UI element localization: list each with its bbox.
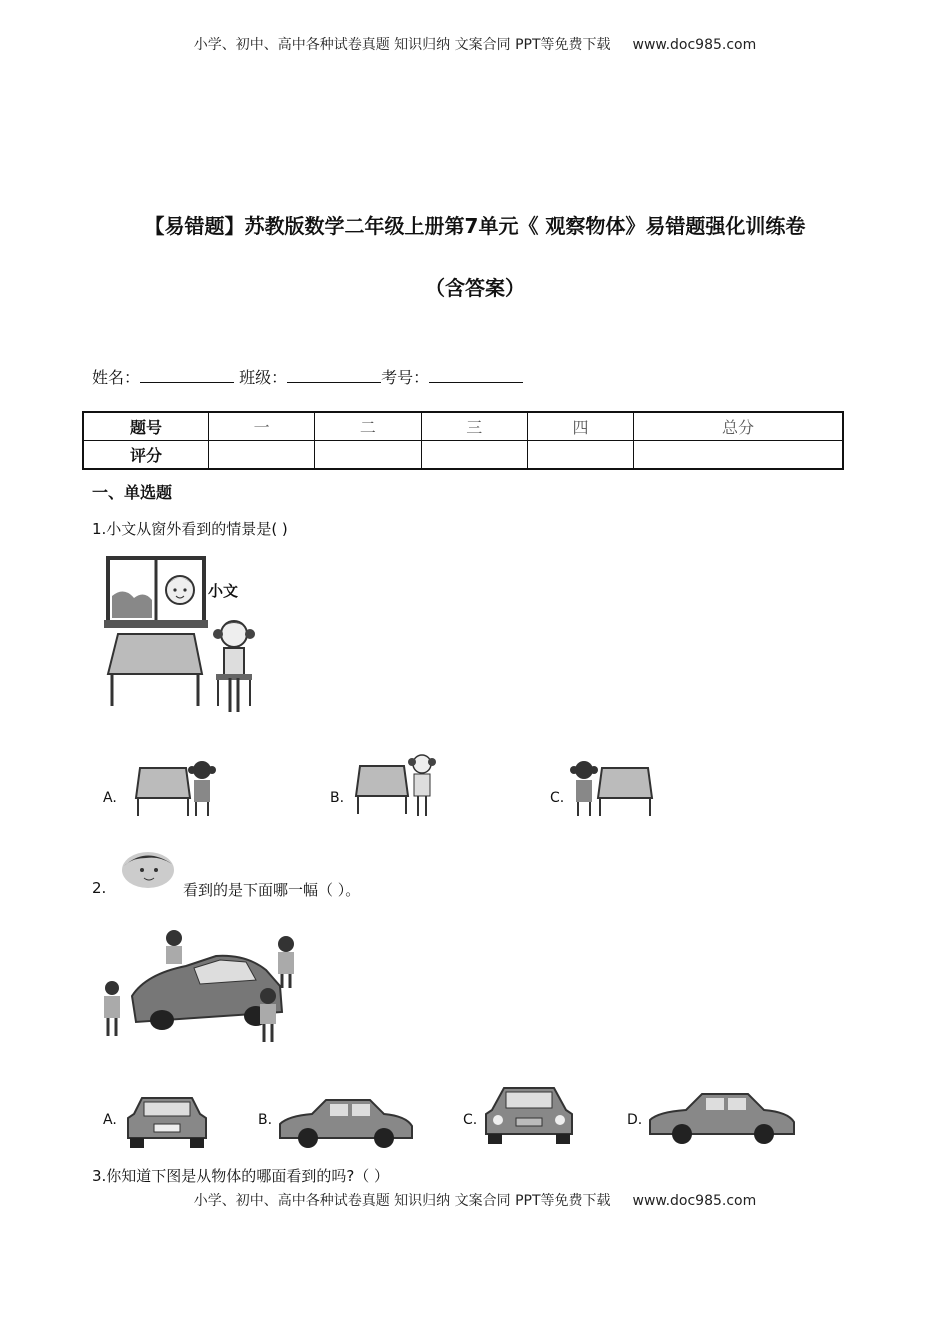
girl-figure [213, 621, 255, 712]
row-label-score: 评分 [83, 441, 209, 470]
question-1-text: 1.小文从窗外看到的情景是( ) [92, 520, 288, 538]
page-header [0, 34, 950, 54]
score-cell[interactable] [421, 441, 527, 470]
page-subtitle: （含答案） [425, 276, 525, 300]
row-label-number: 题号 [83, 412, 209, 441]
class-blank[interactable] [287, 368, 381, 383]
child-right-bottom [260, 988, 276, 1042]
child-top [166, 930, 182, 964]
page-footer [0, 1190, 950, 1210]
col-4: 四 [527, 412, 633, 441]
score-cell[interactable] [209, 441, 315, 470]
q2-option-d-label[interactable]: D. [627, 1112, 643, 1128]
page-title: 【易错题】苏教版数学二年级上册第7单元《 观察物体》易错题强化训练卷 [144, 214, 806, 238]
q2-option-b-label[interactable]: B. [258, 1112, 273, 1128]
q2-boy-head-figure [116, 846, 180, 892]
col-total: 总分 [634, 412, 843, 441]
q1-option-c-label[interactable]: C. [550, 790, 565, 806]
question-2-text: 看到的是下面哪一幅（ ）。 [183, 881, 361, 899]
col-3: 三 [421, 412, 527, 441]
child-left [104, 981, 120, 1036]
xiaowen-label: 小文 [208, 582, 239, 600]
class-label: 班级： [239, 368, 288, 387]
q2-option-c-label[interactable]: C. [463, 1112, 478, 1128]
q2-option-d-car-side[interactable] [648, 1088, 796, 1148]
score-header-row [83, 412, 843, 441]
score-cell[interactable] [634, 441, 843, 470]
score-cell[interactable] [315, 441, 421, 470]
name-label: 姓名： [92, 368, 141, 387]
question-2-number: 2. [92, 879, 107, 897]
q2-option-a-label[interactable]: A. [103, 1112, 117, 1128]
q1-option-a-label[interactable]: A. [103, 790, 117, 806]
header-text: 小学、初中、高中各种试卷真题 知识归纳 文案合同 PPT等免费下载 [193, 37, 611, 53]
footer-text: 小学、初中、高中各种试卷真题 知识归纳 文案合同 PPT等免费下载 [193, 1193, 611, 1209]
exam-label: 考号： [381, 368, 430, 387]
question-3-text: 3.你知道下图是从物体的哪面看到的吗?（ ） [92, 1167, 390, 1185]
q1-option-b-label[interactable]: B. [330, 790, 345, 806]
q1-option-b-figure[interactable] [354, 750, 444, 820]
car-figure [132, 956, 282, 1030]
col-1: 一 [209, 412, 315, 441]
q1-scene-figure [104, 556, 274, 722]
score-value-row [83, 441, 843, 470]
child-right-top [278, 936, 294, 988]
table-figure [108, 634, 202, 706]
exam-blank[interactable] [429, 368, 523, 383]
q2-car-scene-figure [96, 926, 316, 1050]
q1-option-a-figure[interactable] [134, 758, 218, 820]
section-heading: 一、单选题 [92, 483, 173, 502]
q2-option-c-car-front[interactable] [482, 1084, 576, 1148]
footer-site[interactable]: www.doc985.com [632, 1193, 757, 1209]
window-figure [104, 558, 208, 628]
q1-option-c-figure[interactable] [570, 758, 656, 820]
q2-option-a-car-back[interactable] [124, 1094, 210, 1150]
student-info [92, 365, 523, 388]
q2-option-b-car-side[interactable] [278, 1094, 414, 1150]
header-site[interactable]: www.doc985.com [632, 37, 757, 53]
col-2: 二 [315, 412, 421, 441]
score-cell[interactable] [527, 441, 633, 470]
score-table [82, 411, 844, 470]
name-blank[interactable] [140, 368, 234, 383]
